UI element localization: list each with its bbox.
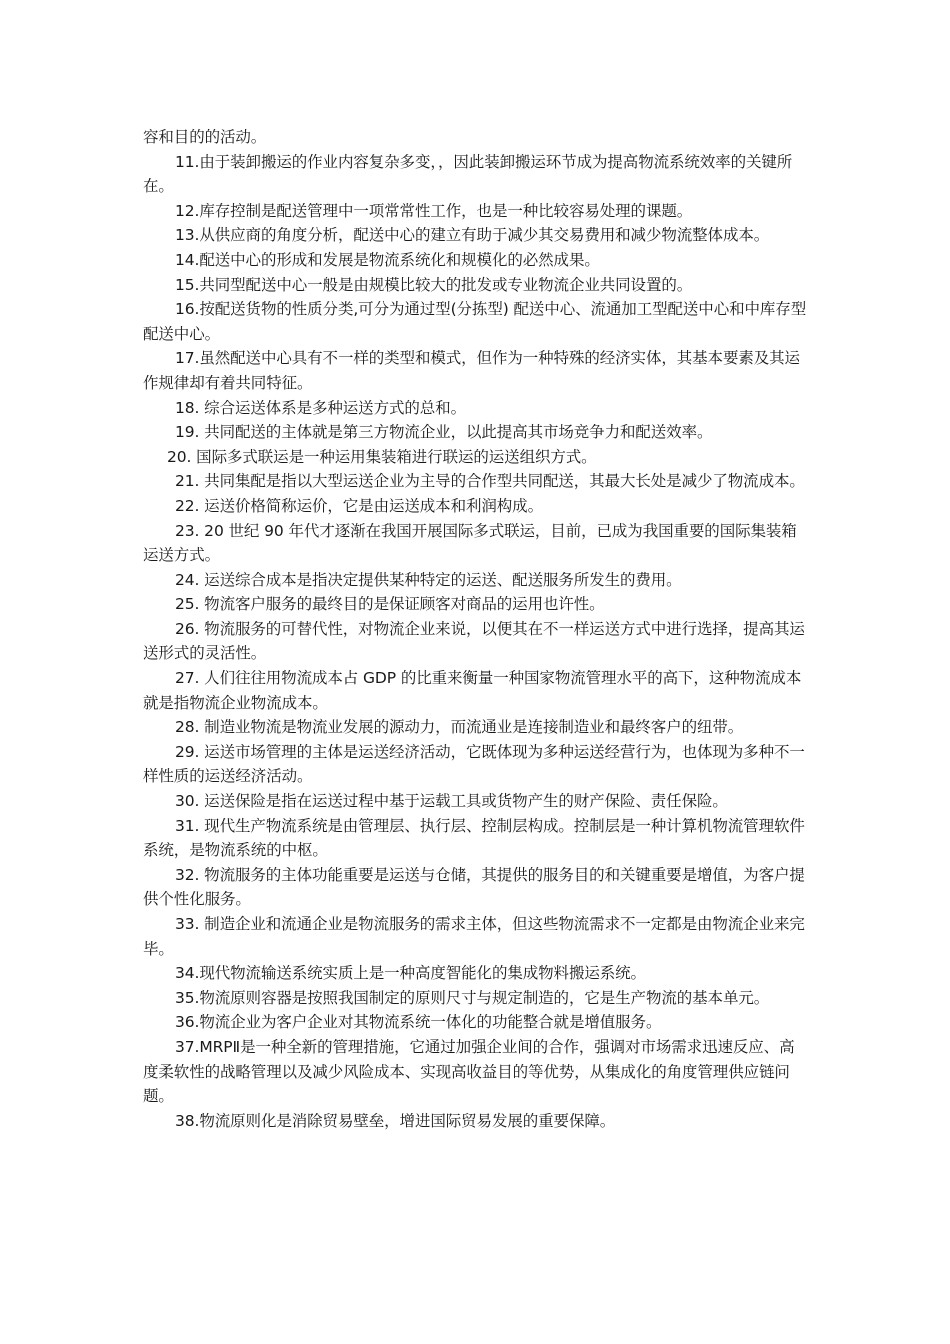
paragraph-item-13: 13.从供应商的角度分析，配送中心的建立有助于减少其交易费用和减少物流整体成本。	[175, 226, 770, 245]
paragraph-item-16: 16.按配送货物的性质分类,可分为通过型(分拣型) 配送中心、流通加工型配送中心和中库存型配送中心。	[143, 300, 807, 343]
paragraph-item-17: 17.虽然配送中心具有不一样的类型和模式，但作为一种特殊的经济实体，其基本要素及其运作规律却有着共同特征。	[143, 349, 800, 392]
paragraph-item-36: 36.物流企业为客户企业对其物流系统一体化的功能整合就是增值服务。	[175, 1013, 662, 1032]
paragraph-continuation: 容和目的的活动。	[143, 128, 267, 146]
paragraph-item-24: 24. 运送综合成本是指决定提供某种特定的运送、配送服务所发生的费用。	[175, 570, 682, 589]
paragraph-item-15: 15.共同型配送中心一般是由规模比较大的批发或专业物流企业共同设置的。	[175, 275, 693, 294]
paragraph-item-35: 35.物流原则容器是按照我国制定的原则尺寸与规定制造的，它是生产物流的基本单元。	[175, 988, 770, 1007]
paragraph-item-37: 37.MRPⅡ是一种全新的管理措施，它通过加强企业间的合作，强调对市场需求迅速反应、高度柔软性的战略管理以及减少风险成本、实现高收益目的等优势，从集成化的角度管理供应链问题。	[143, 1037, 795, 1106]
paragraph-item-27: 27. 人们往往用物流成本占 GDP 的比重来衡量一种国家物流管理水平的高下，这种物流成本就是指物流企业物流成本。	[143, 669, 802, 712]
paragraph-item-18: 18. 综合运送体系是多种运送方式的总和。	[175, 398, 466, 417]
paragraph-item-19: 19. 共同配送的主体就是第三方物流企业，以此提高其市场竞争力和配送效率。	[175, 423, 713, 442]
paragraph-item-22: 22. 运送价格简称运价，它是由运送成本和利润构成。	[175, 496, 543, 515]
paragraph-item-31: 31. 现代生产物流系统是由管理层、执行层、控制层构成。控制层是一种计算机物流管理软件系统，是物流系统的中枢。	[143, 816, 805, 860]
paragraph-item-30: 30. 运送保险是指在运送过程中基于运载工具或货物产生的财产保险、责任保险。	[175, 792, 728, 811]
paragraph-item-28: 28. 制造业物流是物流业发展的源动力，而流通业是连接制造业和最终客户的纽带。	[175, 718, 744, 737]
paragraph-item-11: 11.由于装卸搬运的作业内容复杂多变，，因此装卸搬运环节成为提高物流系统效率的关键所在。	[143, 152, 793, 196]
paragraph-item-23: 23. 20 世纪 90 年代才逐渐在我国开展国际多式联运，目前，已成为我国重要的国际集装箱运送方式。	[143, 521, 797, 565]
paragraph-item-29: 29. 运送市场管理的主体是运送经济活动，它既体现为多种运送经营行为，也体现为多种不一样性质的运送经济活动。	[143, 742, 805, 786]
paragraph-item-38: 38.物流原则化是消除贸易壁垒，增进国际贸易发展的重要保障。	[175, 1111, 616, 1130]
paragraph-item-32: 32. 物流服务的主体功能重要是运送与仓储，其提供的服务目的和关键重要是增值，为客户提供个性化服务。	[143, 865, 805, 909]
paragraph-item-33: 33. 制造企业和流通企业是物流服务的需求主体，但这些物流需求不一定都是由物流企业来完毕。	[143, 915, 805, 958]
paragraph-item-25: 25. 物流客户服务的最终目的是保证顾客对商品的运用也许性。	[175, 595, 605, 614]
document-body	[143, 125, 808, 1133]
paragraph-item-34: 34.现代物流输送系统实质上是一种高度智能化的集成物料搬运系统。	[175, 964, 646, 983]
paragraph-item-12: 12.库存控制是配送管理中一项常常性工作，也是一种比较容易处理的课题。	[175, 201, 693, 220]
paragraph-item-20: 20. 国际多式联运是一种运用集装箱进行联运的运送组织方式。	[167, 447, 597, 466]
paragraph-item-26: 26. 物流服务的可替代性，对物流企业来说，以便其在不一样运送方式中进行选择，提高其运送形式的灵活性。	[143, 619, 805, 663]
paragraph-item-21: 21. 共同集配是指以大型运送企业为主导的合作型共同配送，其最大长处是减少了物流成本。	[175, 472, 805, 491]
paragraph-item-14: 14.配送中心的形成和发展是物流系统化和规模化的必然成果。	[175, 250, 600, 269]
